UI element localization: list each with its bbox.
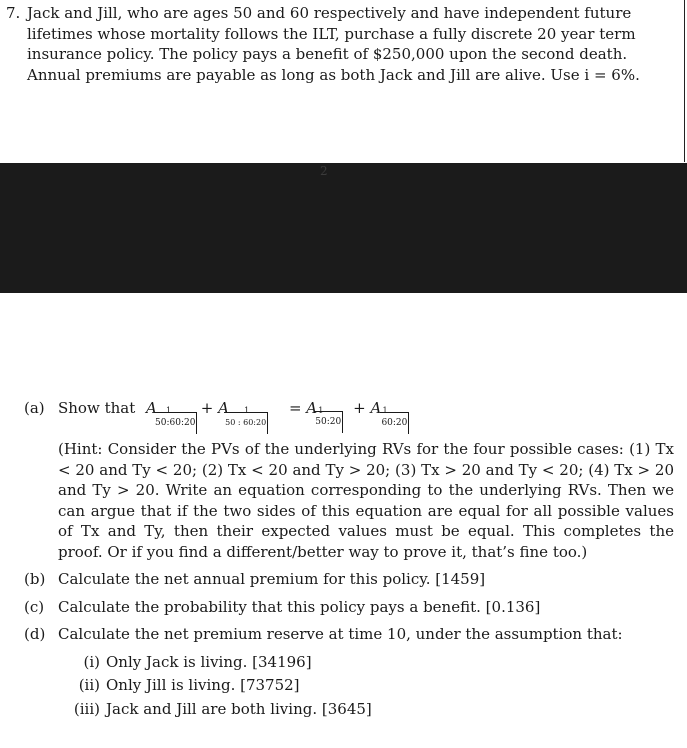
term-1-sup: 1 — [166, 406, 172, 415]
term-1-sub: 50:60:20 — [154, 412, 197, 434]
plus-2: + — [353, 399, 366, 417]
problem-number: 7. — [6, 4, 21, 22]
term-2-sup: 1 — [244, 406, 250, 415]
part-d-text: Calculate the net premium reserve at time 10, under the assumption that: — [58, 625, 623, 643]
part-c-label: (c) — [24, 597, 45, 616]
equals-sign: = — [288, 399, 302, 417]
part-d-label: (d) — [24, 625, 46, 643]
plus-1: + — [200, 399, 214, 417]
term-2-sub: 50 : 60:20 — [224, 412, 268, 434]
term-4-symbol: A — [370, 399, 382, 417]
term-4-sub: 60:20 — [380, 412, 409, 434]
term-3-sub: 50:20 — [314, 411, 343, 433]
term-1-symbol: A — [146, 399, 157, 417]
part-d-item-label: (ii) — [78, 676, 100, 694]
term-2 — [218, 398, 280, 427]
part-d-item — [64, 652, 674, 673]
problem-region — [0, 0, 685, 162]
term-3 — [306, 398, 348, 427]
term-4 — [370, 398, 412, 428]
term-4-sup: 1 — [382, 406, 388, 415]
part-c-text: Calculate the probability that this policy pays a benefit. [0.136] — [58, 597, 541, 616]
equation — [146, 398, 412, 428]
part-a — [24, 398, 674, 432]
part-a-hint: (Hint: Consider the PVs of the underlying RVs for the four possible cases: (1) Tx < 20 and Ty < 20; (2) Tx < 20 and Ty > 20; (3) Tx > 20 and Ty < 20; (4) Tx > 20 and Ty > 20. Write an equation corresponding to the underlying RVs. Then we can argue that if the two sides of this equation are equal for all possible values of Tx and Ty, then their expected values must be equal. This completes the proof. Or if you find a different/better way to prove it, that’s fine too.) — [58, 440, 674, 561]
problem-statement — [6, 3, 674, 85]
part-a-label: (a) — [24, 399, 45, 417]
page-number: 2 — [320, 164, 328, 178]
part-d-item-label: (iii) — [73, 699, 100, 718]
parts-list — [24, 398, 674, 722]
part-d-item-text: Only Jill is living. [73752] — [106, 676, 300, 694]
part-d — [24, 624, 674, 645]
part-d-item — [64, 675, 674, 696]
part-d-item-label: (i) — [83, 652, 100, 671]
page-break-bar — [0, 163, 687, 293]
part-a-intro: Show that — [58, 399, 136, 417]
problem-text: Jack and Jill, who are ages 50 and 60 respectively and have independent future lifetimes whose mortality follows the ILT, purchase a fully discrete 20 year term insurance policy. The policy pays a benefit of $250,000 upon the second death. Annual premiums are payable as long as both Jack and Jill are alive. Use i = 6%. — [27, 4, 640, 84]
part-d-item-text: Jack and Jill are both living. [3645] — [106, 699, 372, 718]
part-b-label: (b) — [24, 570, 46, 588]
part-b-text: Calculate the net annual premium for this policy. [1459] — [58, 570, 486, 588]
part-d-item-text: Only Jack is living. [34196] — [106, 652, 312, 671]
part-a-statement — [58, 398, 674, 428]
part-d-item — [64, 699, 674, 720]
part-c — [24, 597, 674, 618]
term-3-symbol: A — [306, 399, 318, 417]
term-3-sup: 1 — [318, 406, 324, 415]
term-1 — [146, 398, 196, 428]
part-b — [24, 569, 674, 590]
term-2-symbol: A — [218, 399, 229, 417]
